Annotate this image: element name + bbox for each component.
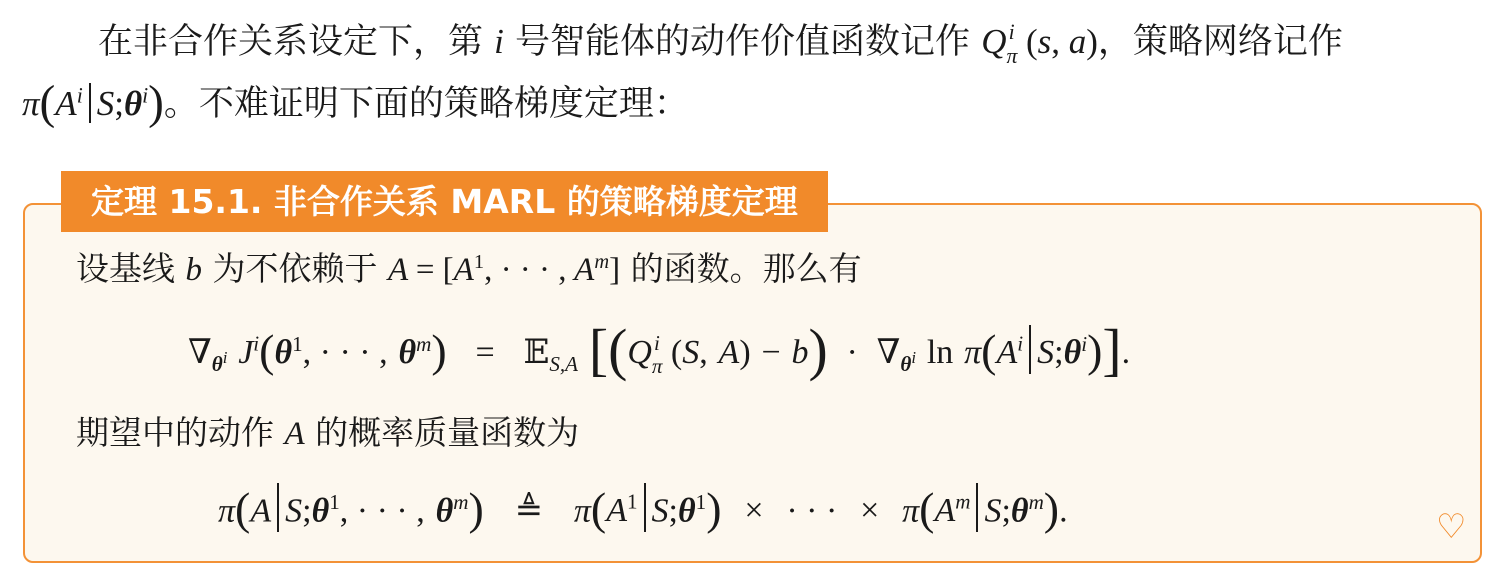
- equation-joint-policy: π(A $S;\theta^1$, · · · , $\theta^m$) ≜ $\pi(A^1$ $S;\theta^1$) × · · · × $\pi(A^m$ $S;\theta^m$).: [218, 483, 1068, 534]
- theorem-title: 定理 15.1. 非合作关系 MARL 的策略梯度定理: [61, 171, 828, 232]
- formula-policy: $\pi(A^i$ $S;\theta^i$): [22, 77, 164, 129]
- heart-icon: ♡: [1436, 507, 1467, 547]
- intro-text-c: ，策略网络记作: [1097, 22, 1343, 62]
- theorem-text-d: 期望中的动作: [76, 413, 274, 452]
- formula-action-set: $A = [A^1$, · · · , $A^m$]: [388, 251, 621, 288]
- theorem-line-2: [76, 407, 579, 454]
- theorem-var-a: A: [284, 416, 305, 452]
- intro-line-2: [22, 76, 689, 130]
- intro-var-i: i: [494, 22, 504, 61]
- theorem-text-a: 设基线: [76, 249, 175, 288]
- theorem-text-e: 的概率质量函数为: [315, 413, 580, 452]
- formula-q-pi: Q i π (s, a): [981, 20, 1098, 69]
- theorem-text-c: 的函数。那么有: [630, 249, 862, 288]
- theorem-line-1: [76, 243, 862, 290]
- theorem-var-b: b: [185, 252, 202, 288]
- theorem-text-b: 为不依赖于: [212, 249, 378, 288]
- equation-policy-gradient: $\nabla_{\theta^i}$ $J^i(\theta^1$, · · · , $\theta^m$) = 𝔼$_{S,A}$ [(Q i π (S, $A) - b) \cdot \nabla_{\theta^i}$ $\ln \pi(A^i$ $S;\theta^i$)].: [188, 317, 1131, 382]
- intro-text-d: 。不难证明下面的策略梯度定理：: [163, 84, 689, 125]
- intro-text-b: 号智能体的动作价值函数记作: [515, 22, 971, 62]
- intro-text-a: 在非合作关系设定下，第: [98, 22, 484, 62]
- intro-line-1: [98, 14, 1343, 69]
